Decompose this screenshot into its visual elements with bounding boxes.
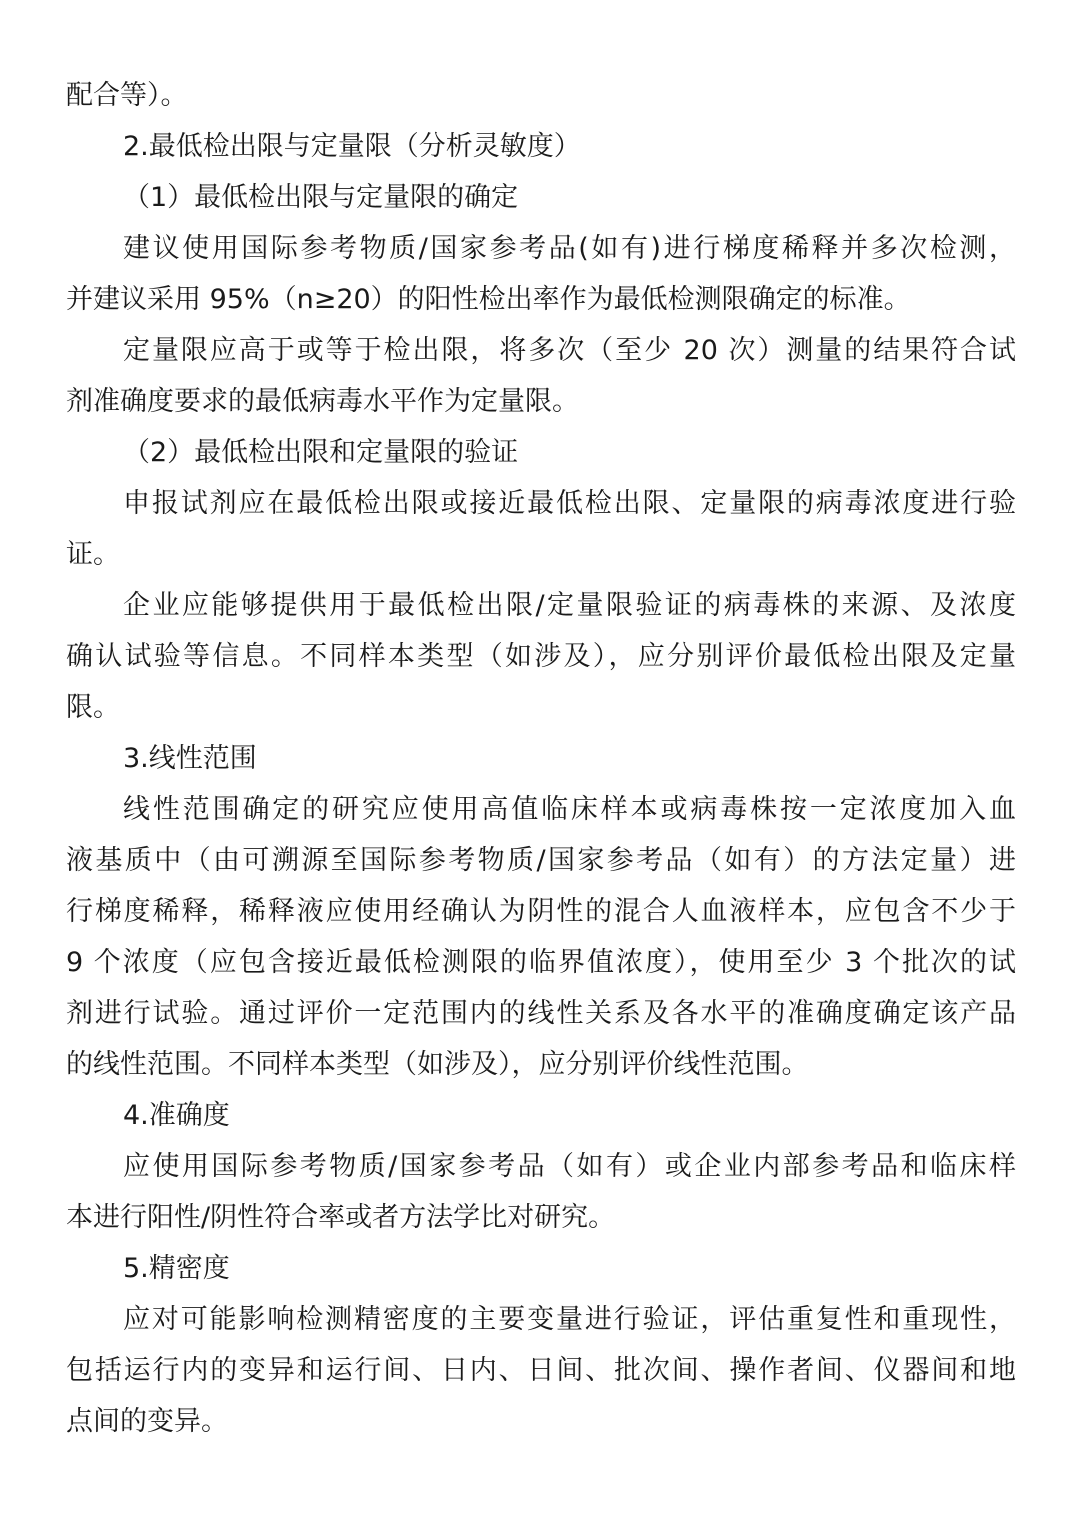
text-line: 应使用国际参考物质/国家参考品（如有）或企业内部参考品和临床样: [123, 1151, 1016, 1182]
text-line: 定量限应高于或等于检出限，将多次（至少 20 次）测量的结果符合试: [123, 335, 1016, 366]
text-line: 配合等）。: [66, 80, 188, 111]
text-line: 建议使用国际参考物质/国家参考品(如有)进行梯度稀释并多次检测，: [123, 233, 1016, 264]
section-heading: 5.精密度: [123, 1253, 230, 1284]
text-line: 申报试剂应在最低检出限或接近最低检出限、定量限的病毒浓度进行验: [123, 488, 1016, 519]
text-line: 应对可能影响检测精密度的主要变量进行验证，评估重复性和重现性，: [123, 1304, 1016, 1335]
text-line: 液基质中（由可溯源至国际参考物质/国家参考品（如有）的方法定量）进: [66, 845, 1016, 876]
text-line: 的线性范围。不同样本类型（如涉及），应分别评价线性范围。: [66, 1049, 809, 1080]
text-line: 包括运行内的变异和运行间、日内、日间、批次间、操作者间、仪器间和地: [66, 1355, 1016, 1386]
text-line: 限。: [66, 692, 120, 723]
text-line: 并建议采用 95%（n≥20）的阳性检出率作为最低检测限确定的标准。: [66, 284, 911, 315]
text-line: 剂准确度要求的最低病毒水平作为定量限。: [66, 386, 579, 417]
text-line: 行梯度稀释，稀释液应使用经确认为阴性的混合人血液样本，应包含不少于: [66, 896, 1016, 927]
text-line: 确认试验等信息。不同样本类型（如涉及），应分别评价最低检出限及定量: [66, 641, 1016, 672]
section-heading: 4.准确度: [123, 1100, 230, 1131]
text-line: 证。: [66, 539, 120, 570]
text-line: 本进行阳性/阴性符合率或者方法学比对研究。: [66, 1202, 616, 1233]
document-page: [66, 70, 1016, 1447]
subsection-heading: （2）最低检出限和定量限的验证: [123, 437, 519, 468]
text-line: 剂进行试验。通过评价一定范围内的线性关系及各水平的准确度确定该产品: [66, 998, 1016, 1029]
subsection-heading: （1）最低检出限与定量限的确定: [123, 182, 519, 213]
section-heading: 3.线性范围: [123, 743, 257, 774]
text-line: 企业应能够提供用于最低检出限/定量限验证的病毒株的来源、及浓度: [123, 590, 1016, 621]
section-heading: 2.最低检出限与定量限（分析灵敏度）: [123, 131, 581, 162]
text-line: 点间的变异。: [66, 1406, 228, 1437]
text-line: 线性范围确定的研究应使用高值临床样本或病毒株按一定浓度加入血: [123, 794, 1016, 825]
text-line: 9 个浓度（应包含接近最低检测限的临界值浓度），使用至少 3 个批次的试: [66, 947, 1016, 978]
